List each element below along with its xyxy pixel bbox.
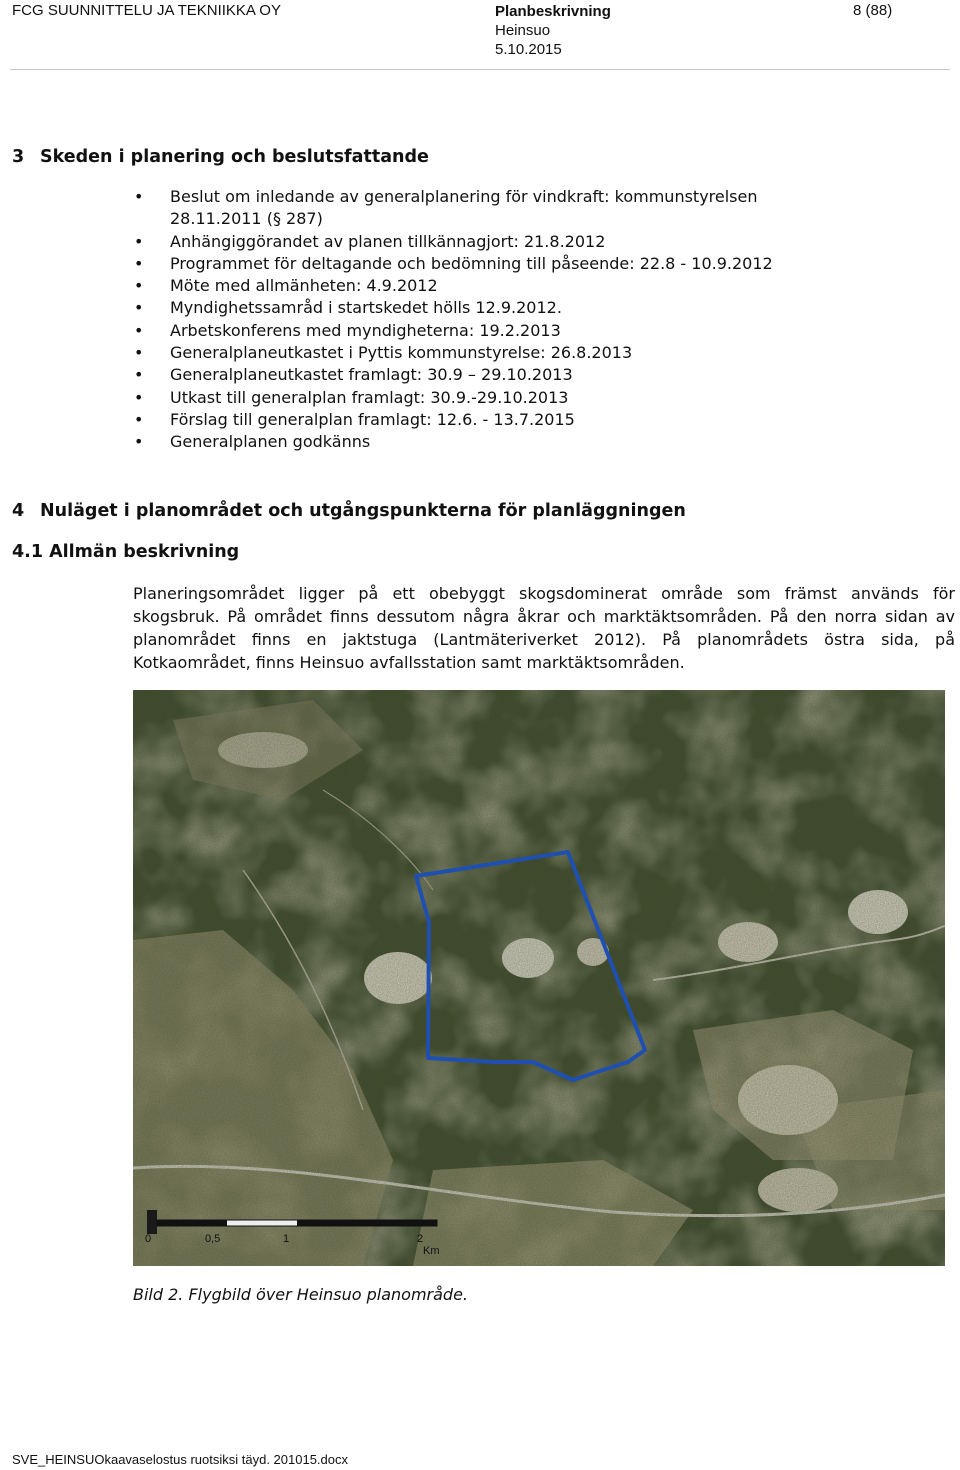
list-item: • Generalplaneutkastet i Pyttis kommunstyrelse: 26.8.2013 bbox=[130, 342, 910, 364]
section-title: Skeden i planering och beslutsfattande bbox=[40, 147, 429, 167]
section-number: 3 bbox=[12, 147, 25, 167]
section-title: Allmän beskrivning bbox=[49, 542, 240, 562]
section-title: Nuläget i planområdet och utgångspunkterna för planläggningen bbox=[40, 501, 686, 521]
aerial-photo bbox=[133, 690, 945, 1266]
scale-label: 2 bbox=[417, 1233, 424, 1245]
page-number: 8 (88) bbox=[853, 2, 893, 19]
list-item: • Anhängiggörandet av planen tillkännagjort: 21.8.2012 bbox=[130, 231, 910, 253]
section-3-heading bbox=[12, 147, 429, 167]
list-item: • Programmet för deltagande och bedömning till påseende: 22.8 - 10.9.2012 bbox=[130, 253, 910, 275]
document-place: Heinsuo bbox=[495, 22, 551, 39]
scale-label: 1 bbox=[283, 1233, 290, 1245]
scale-unit: Km bbox=[423, 1245, 440, 1257]
page-header bbox=[0, 0, 960, 70]
scale-label: 0,5 bbox=[205, 1233, 221, 1245]
header-divider bbox=[10, 69, 950, 70]
scale-label: 0 bbox=[145, 1233, 152, 1245]
general-description-paragraph: Planeringsområdet ligger på ett obebyggt skogsdominerat område som främst används för skogsbruk. På området finns dessutom några åkrar och marktäktsområden. På den norra sidan av planområdet finns en jaktstuga (Lantmäteriverket 2012). På planområdets östra sida, på Kotkaområdet, finns Heinsuo avfallsstation samt marktäktsområden. bbox=[133, 584, 955, 672]
list-item: • Beslut om inledande av generalplanering för vindkraft: kommunstyrelsen 28.11.2011 (§ 287) bbox=[130, 186, 910, 231]
section-4-heading bbox=[12, 501, 686, 521]
list-item: • Arbetskonferens med myndigheterna: 19.2.2013 bbox=[130, 320, 910, 342]
document-date: 5.10.2015 bbox=[495, 41, 562, 58]
section-number: 4.1 bbox=[12, 542, 44, 562]
footer-filename: SVE_HEINSUOkaavaselostus ruotsiksi täyd. 201015.docx bbox=[12, 1452, 349, 1467]
list-item: • Myndighetssamråd i startskedet hölls 12.9.2012. bbox=[130, 297, 910, 319]
planning-stages-list bbox=[130, 186, 910, 454]
list-item: • Generalplaneutkastet framlagt: 30.9 – 29.10.2013 bbox=[130, 364, 910, 386]
section-4-1-heading bbox=[12, 542, 239, 562]
list-item: • Förslag till generalplan framlagt: 12.6. - 13.7.2015 bbox=[130, 409, 910, 431]
document-title: Planbeskrivning bbox=[495, 3, 611, 20]
section-number: 4 bbox=[12, 501, 25, 521]
figure-caption: Bild 2. Flygbild över Heinsuo planområde. bbox=[133, 1285, 468, 1304]
list-item: • Generalplanen godkänns bbox=[130, 431, 910, 453]
document-info bbox=[495, 2, 611, 59]
company-name: FCG SUUNNITTELU JA TEKNIIKKA OY bbox=[12, 2, 281, 19]
list-item: • Utkast till generalplan framlagt: 30.9.-29.10.2013 bbox=[130, 387, 910, 409]
list-item: • Möte med allmänheten: 4.9.2012 bbox=[130, 275, 910, 297]
